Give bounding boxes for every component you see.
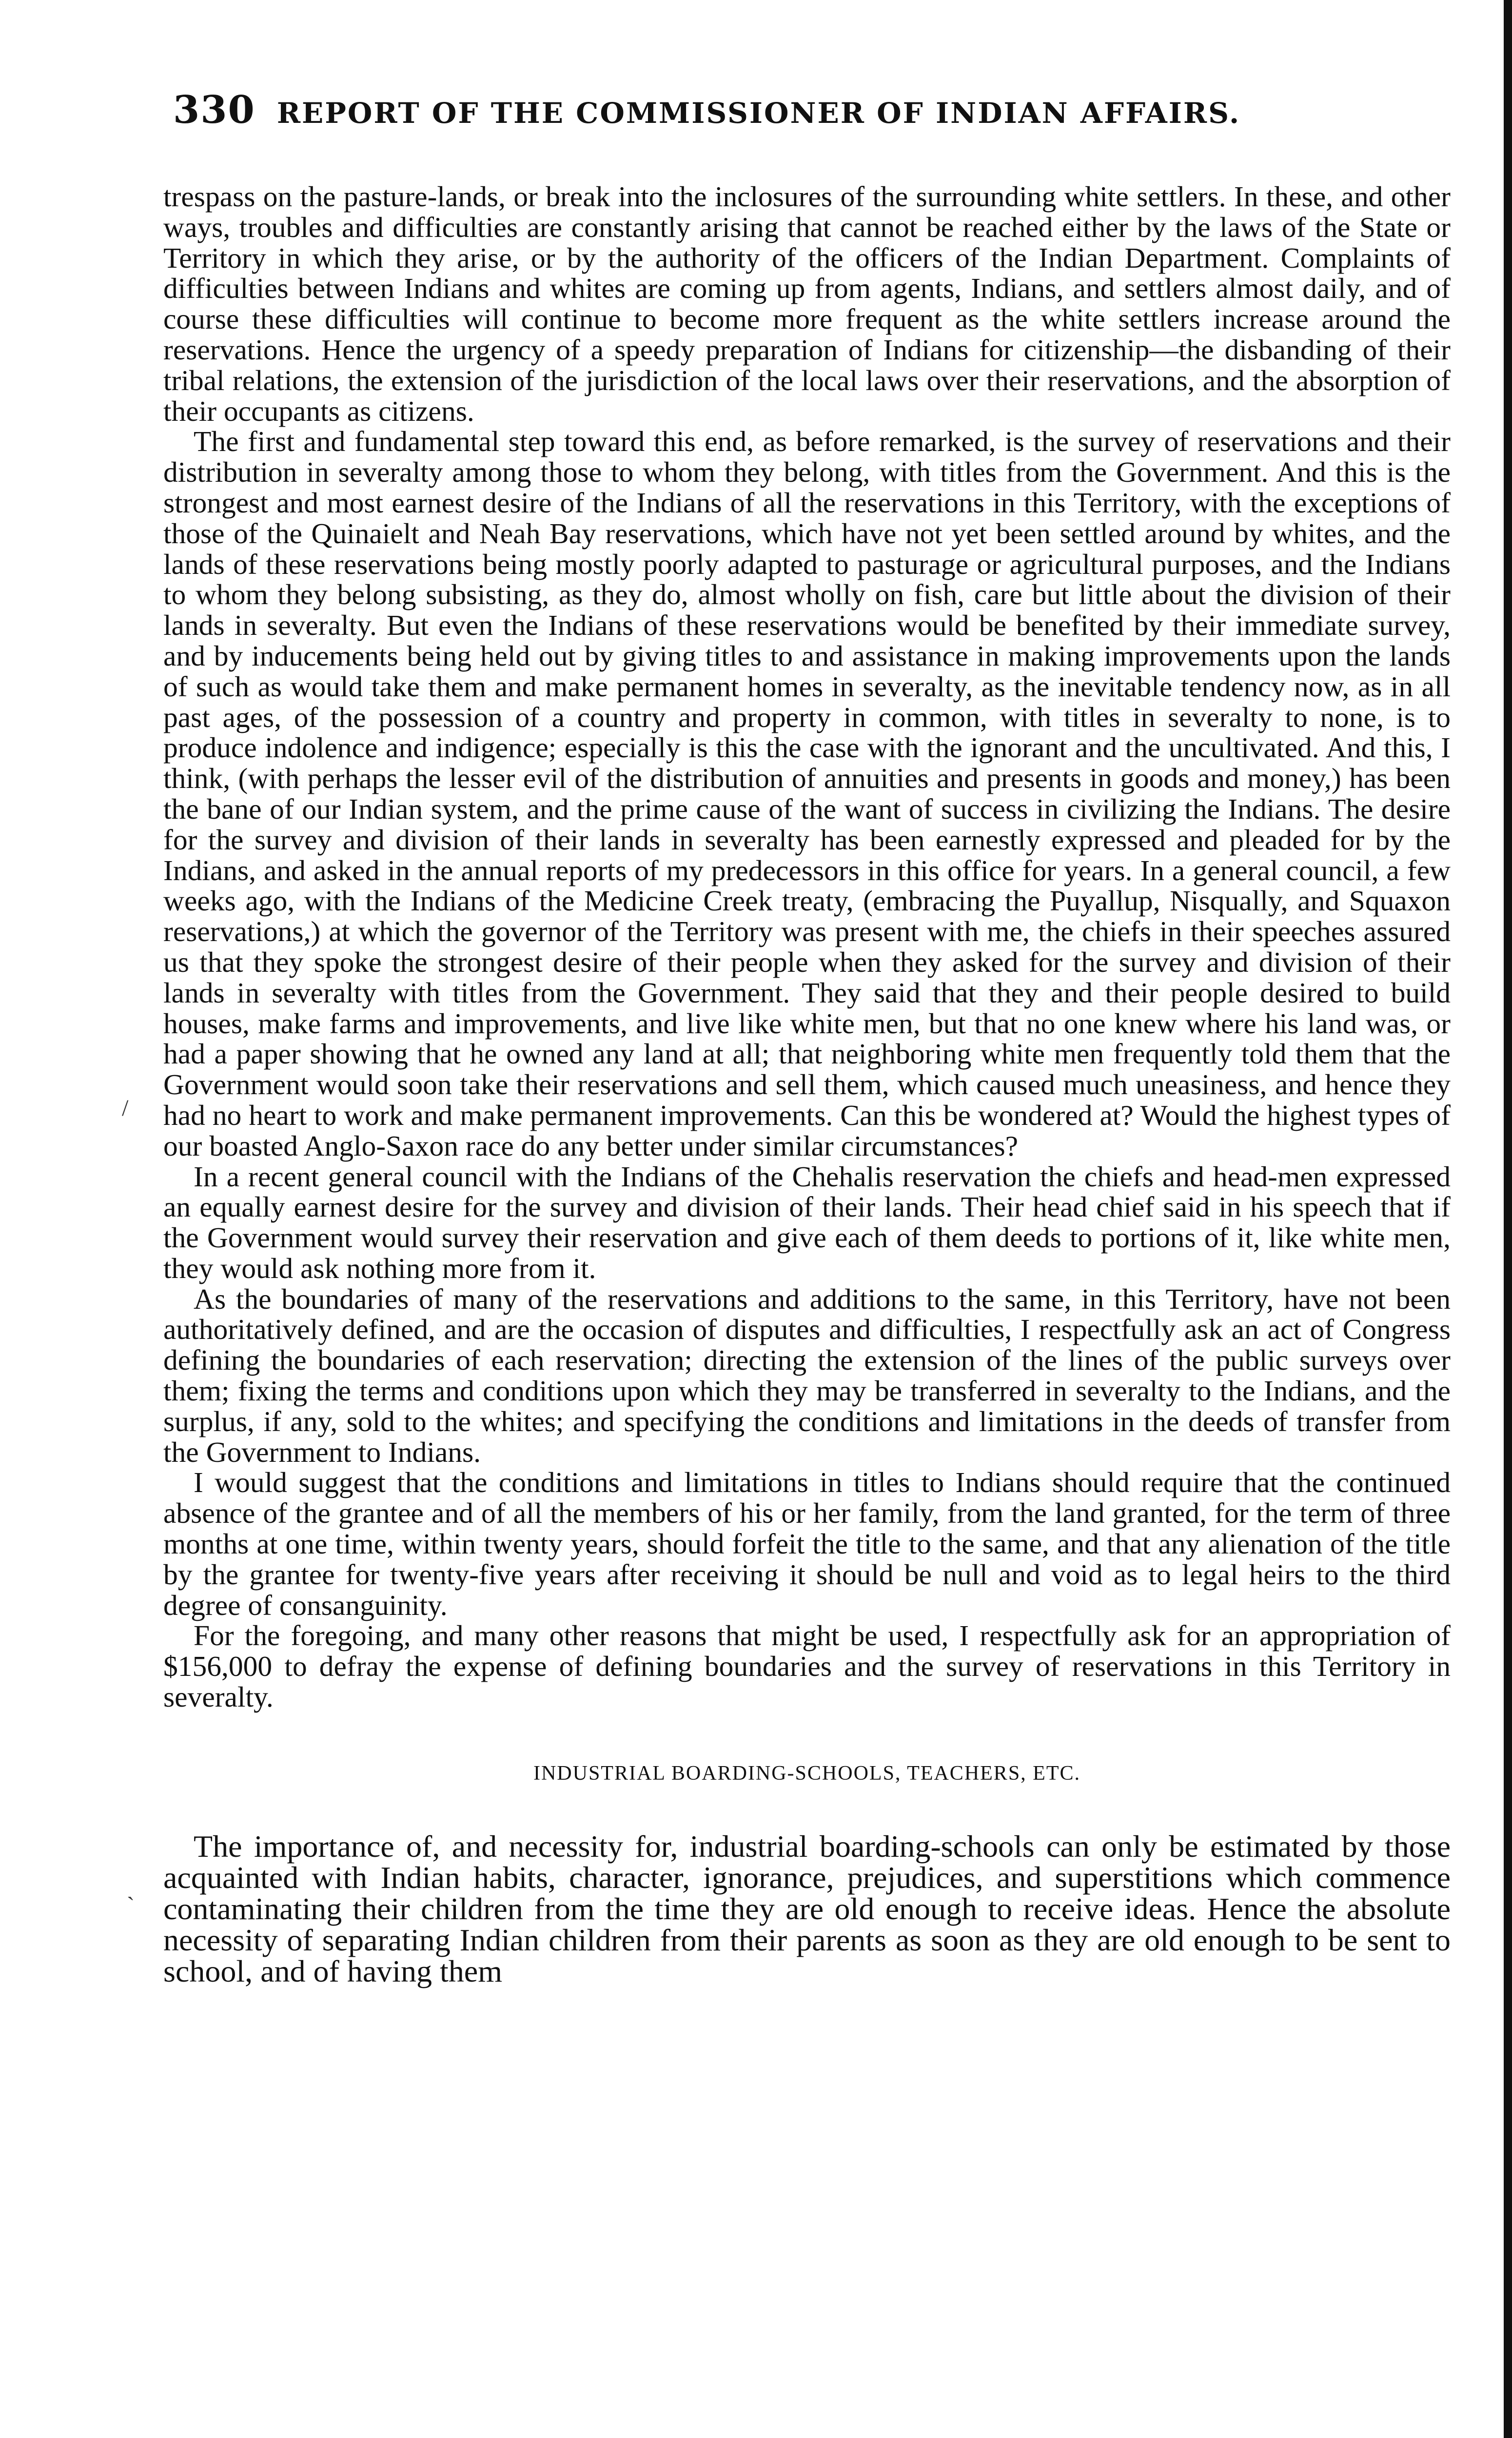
paragraph-5: I would suggest that the conditions and limitations in titles to Indians should require that the continued absence of the grantee and of all the members of his or her family, from the land granted, for the term of three months at one time, within twenty years, should forfeit the title to the same, and that any alienation of the title by the grantee for twenty-five years after receiving it should be null and void as to legal heirs to the third degree of consanguinity. bbox=[163, 1466, 1451, 1621]
paragraph-1: trespass on the pasture-lands, or break into the inclosures of the surrounding white settlers. In these, and other ways, troubles and difficulties are constantly arising that cannot be reached either by the laws of the State or Territory in which they arise, or by the authority of the officers of the Indian Department. Complaints of difficulties between Indians and whites are coming up from agents, Indians, and settlers almost daily, and of course these difficulties will continue to become more frequent as the white settlers increase around the reservations. Hence the urgency of a speedy preparation of Indians for citizenship—the disbanding of their tribal relations, the extension of the jurisdiction of the local laws over their reservations, and the absorption of their occupants as citizens. bbox=[163, 180, 1451, 427]
margin-tick-mark: ` bbox=[127, 1892, 135, 1918]
body-text bbox=[163, 181, 1451, 1987]
margin-tick-mark: / bbox=[122, 1095, 129, 1121]
closing-paragraph: The importance of, and necessity for, industrial boarding-schools can only be estimated by those acquainted with Indian habits, character, ignorance, prejudices, and superstitions which commence contaminating their children from the time they are old enough to receive ideas. Hence the absolute necessity of separating Indian children from their parents as soon as they are old enough to be sent to school, and of having them bbox=[163, 1828, 1451, 1988]
running-title: REPORT OF THE COMMISSIONER OF INDIAN AFFAIRS. bbox=[276, 97, 1241, 130]
paragraph-2: The first and fundamental step toward this end, as before remarked, is the survey of reservations and their distribution in severalty among those to whom they belong, with titles from the Government. And this is the strongest and most earnest desire of the Indians of all the reservations in this Territory, with the exceptions of those of the Quinaielt and Neah Bay reservations, which have not yet been settled around by whites, and the lands of these reservations being mostly poorly adapted to pasturage or agricultural purposes, and the Indians to whom they belong subsisting, as they do, almost wholly on fish, care but little about the division of their lands in severalty. But even the Indians of these reservations would be benefited by their immediate survey, and by inducements being held out by giving titles to and assistance in making improvements upon the lands of such as would take them and make permanent homes in severalty, as the inevitable tendency now, as in all past ages, of the possession of a country and property in common, with titles in severalty to none, is to produce indolence and indigence; especially is this the case with the ignorant and the uncultivated. And this, I think, (with perhaps the lesser evil of the distribution of annuities and presents in goods and money,) has been the bane of our Indian system, and the prime cause of the want of success in civilizing the Indians. The desire for the survey and division of their lands in severalty has been earnestly expressed and pleaded for by the Indians, and asked in the annual reports of my predecessors in this office for years. In a general council, a few weeks ago, with the Indians of the Medicine Creek treaty, (embracing the Puyallup, Nisqually, and Squaxon reservations,) at which the governor of the Territory was present with me, the chiefs in their speeches assured us that they spoke the strongest desire of their people when they asked for the survey and division of their lands in severalty with titles from the Government. They said that they and their people desired to build houses, make farms and improvements, and live like white men, but that no one knew where his land was, or had a paper showing that he owned any land at all; that neighboring white men frequently told them that the Government would soon take their reservations and sell them, which caused much uneasiness, and hence they had no heart to work and make permanent improvements. Can this be wondered at? Would the highest types of our boasted Anglo-Saxon race do any better under similar circumstances? bbox=[163, 425, 1451, 1162]
scan-edge-right bbox=[1504, 0, 1512, 2438]
section-heading: INDUSTRIAL BOARDING-SCHOOLS, TEACHERS, ETC. bbox=[533, 1762, 1081, 1785]
paragraph-4: As the boundaries of many of the reservations and additions to the same, in this Territory, have not been authoritatively defined, and are the occasion of disputes and difficulties, I respectfully ask an act of Congress defining the boundaries of each reservation; directing the extension of the lines of the public surveys over them; fixing the terms and conditions upon which they may be transferred in severalty to the Indians, and the surplus, if any, sold to the whites; and specifying the conditions and limitations in the deeds of transfer from the Government to Indians. bbox=[163, 1282, 1451, 1468]
page-header bbox=[173, 88, 1348, 156]
paragraph-6: For the foregoing, and many other reasons that might be used, I respectfully ask for an appropriation of $156,000 to defray the expense of defining boundaries and the survey of reservations in this Territory in severalty. bbox=[163, 1619, 1451, 1713]
page-number: 330 bbox=[173, 88, 255, 132]
paragraph-3: In a recent general council with the Indians of the Chehalis reservation the chiefs and head-men expressed an equally earnest desire for the survey and division of their lands. Their head chief said in his speech that if the Government would survey their reservation and give each of them deeds to portions of it, like white men, they would ask nothing more from it. bbox=[163, 1160, 1451, 1284]
